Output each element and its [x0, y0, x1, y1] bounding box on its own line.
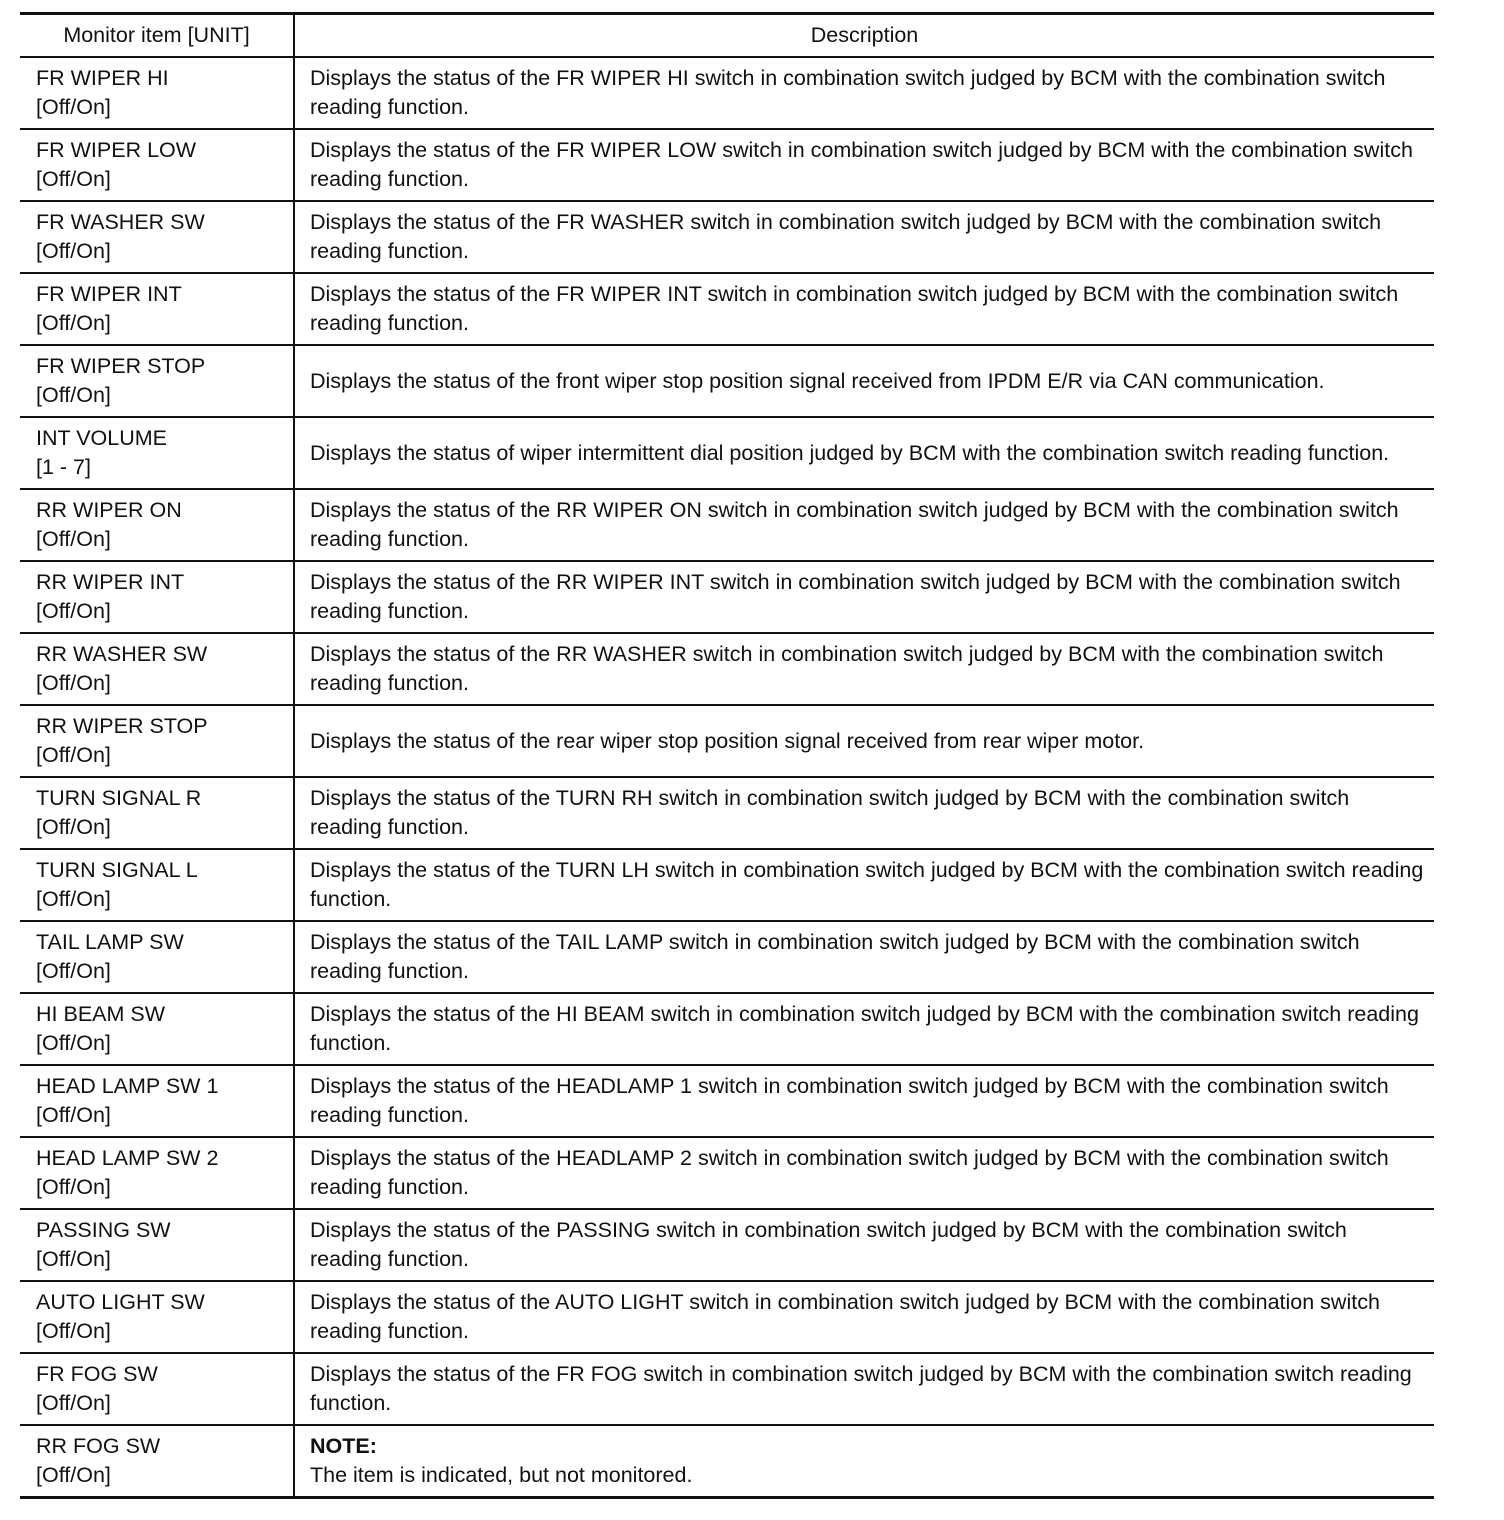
- table-row: [20, 633, 1434, 705]
- monitor-item-cell: [20, 1065, 294, 1137]
- description-text: Displays the status of the HI BEAM switch in combination switch judged by BCM with the combination switch reading function.: [310, 1002, 1419, 1055]
- monitor-item-unit: [Off/On]: [36, 1247, 111, 1271]
- table-body: [20, 57, 1434, 1498]
- description-text: Displays the status of the RR WIPER INT switch in combination switch judged by BCM with the combination switch reading function.: [310, 570, 1401, 623]
- monitor-item-name: HEAD LAMP SW 2: [36, 1146, 219, 1170]
- header-description: Description: [294, 14, 1434, 58]
- monitor-item-unit: [Off/On]: [36, 815, 111, 839]
- monitor-item-cell: [20, 1209, 294, 1281]
- note-label: NOTE:: [310, 1434, 377, 1458]
- description-text: Displays the status of the rear wiper stop position signal received from rear wiper motor.: [310, 728, 1145, 753]
- description-cell: [294, 1137, 1434, 1209]
- monitor-item-cell: [20, 1281, 294, 1353]
- monitor-item-unit: [Off/On]: [36, 671, 111, 695]
- monitor-item-unit: [Off/On]: [36, 1103, 111, 1127]
- table-row: [20, 1137, 1434, 1209]
- description-text: Displays the status of the TURN RH switch in combination switch judged by BCM with the combination switch reading function.: [310, 786, 1350, 839]
- monitor-item-cell: [20, 921, 294, 993]
- monitor-item-unit: [Off/On]: [36, 1031, 111, 1055]
- monitor-item-name: FR WIPER STOP: [36, 354, 206, 378]
- description-cell: [294, 921, 1434, 993]
- table-row: [20, 201, 1434, 273]
- description-text: Displays the status of the AUTO LIGHT switch in combination switch judged by BCM with the combination switch reading function.: [310, 1290, 1380, 1343]
- monitor-item-name: HEAD LAMP SW 1: [36, 1074, 219, 1098]
- monitor-item-cell: [20, 777, 294, 849]
- description-text: Displays the status of the PASSING switch in combination switch judged by BCM with the combination switch reading function.: [310, 1218, 1347, 1271]
- monitor-item-cell: [20, 273, 294, 345]
- monitor-item-unit: [Off/On]: [36, 311, 111, 335]
- monitor-item-name: FR WIPER LOW: [36, 138, 197, 162]
- table-row: [20, 561, 1434, 633]
- monitor-item-name: TURN SIGNAL R: [36, 786, 202, 810]
- monitor-item-name: TAIL LAMP SW: [36, 930, 184, 954]
- description-text: Displays the status of the RR WASHER switch in combination switch judged by BCM with the combination switch reading function.: [310, 642, 1384, 695]
- monitor-item-cell: [20, 1353, 294, 1425]
- table-row: [20, 1353, 1434, 1425]
- description-cell: [294, 993, 1434, 1065]
- monitor-item-unit: [Off/On]: [36, 527, 111, 551]
- description-text: Displays the status of the front wiper stop position signal received from IPDM E/R via CAN communication.: [310, 368, 1325, 393]
- monitor-item-unit: [Off/On]: [36, 887, 111, 911]
- monitor-item-cell: [20, 849, 294, 921]
- monitor-item-cell: [20, 705, 294, 777]
- table-row: [20, 1281, 1434, 1353]
- monitor-item-name: INT VOLUME: [36, 426, 168, 450]
- table-row: [20, 849, 1434, 921]
- description-text: Displays the status of the TAIL LAMP switch in combination switch judged by BCM with the combination switch reading function.: [310, 930, 1360, 983]
- description-cell: [294, 489, 1434, 561]
- table-row: [20, 273, 1434, 345]
- monitor-item-cell: [20, 561, 294, 633]
- table-row: [20, 705, 1434, 777]
- table-row: [20, 417, 1434, 489]
- description-cell: [294, 1209, 1434, 1281]
- description-cell: [294, 777, 1434, 849]
- monitor-item-cell: [20, 993, 294, 1065]
- description-cell: [294, 633, 1434, 705]
- monitor-item-cell: [20, 129, 294, 201]
- description-cell: [294, 705, 1434, 777]
- table-row: [20, 345, 1434, 417]
- monitor-item-unit: [Off/On]: [36, 239, 111, 263]
- table-row: [20, 993, 1434, 1065]
- description-cell: [294, 1425, 1434, 1498]
- monitor-item-unit: [Off/On]: [36, 599, 111, 623]
- description-text: Displays the status of the RR WIPER ON switch in combination switch judged by BCM with the combination switch reading function.: [310, 498, 1399, 551]
- table-row: [20, 1209, 1434, 1281]
- table-row: [20, 1065, 1434, 1137]
- monitor-item-name: FR WIPER INT: [36, 282, 182, 306]
- monitor-item-name: AUTO LIGHT SW: [36, 1290, 205, 1314]
- description-text: Displays the status of the FR WIPER INT switch in combination switch judged by BCM with the combination switch reading function.: [310, 282, 1399, 335]
- description-cell: [294, 129, 1434, 201]
- monitor-item-table: [20, 12, 1434, 1499]
- description-cell: [294, 1065, 1434, 1137]
- monitor-item-unit: [Off/On]: [36, 1463, 111, 1487]
- header-monitor-item: Monitor item [UNIT]: [20, 14, 294, 58]
- description-cell: [294, 849, 1434, 921]
- monitor-item-name: HI BEAM SW: [36, 1002, 166, 1026]
- monitor-item-cell: [20, 1137, 294, 1209]
- table-row: [20, 1425, 1434, 1498]
- monitor-item-unit: [1 - 7]: [36, 455, 91, 479]
- monitor-item-name: FR WIPER HI: [36, 66, 169, 90]
- monitor-item-cell: [20, 489, 294, 561]
- monitor-item-cell: [20, 57, 294, 129]
- monitor-item-cell: [20, 633, 294, 705]
- monitor-item-unit: [Off/On]: [36, 167, 111, 191]
- monitor-item-unit: [Off/On]: [36, 383, 111, 407]
- description-text: Displays the status of the FR WIPER HI switch in combination switch judged by BCM with the combination switch reading function.: [310, 66, 1386, 119]
- table-row: [20, 489, 1434, 561]
- description-cell: [294, 417, 1434, 489]
- description-text: Displays the status of wiper intermittent dial position judged by BCM with the combination switch reading function.: [310, 440, 1390, 465]
- description-text: Displays the status of the FR WIPER LOW switch in combination switch judged by BCM with the combination switch reading function.: [310, 138, 1413, 191]
- monitor-item-name: PASSING SW: [36, 1218, 171, 1242]
- description-text: The item is indicated, but not monitored.: [310, 1463, 693, 1487]
- description-cell: [294, 201, 1434, 273]
- description-text: Displays the status of the FR WASHER switch in combination switch judged by BCM with the combination switch reading function.: [310, 210, 1382, 263]
- monitor-item-cell: [20, 1425, 294, 1498]
- table-row: [20, 129, 1434, 201]
- description-text: Displays the status of the FR FOG switch in combination switch judged by BCM with the combination switch reading function.: [310, 1362, 1412, 1415]
- monitor-item-name: TURN SIGNAL L: [36, 858, 198, 882]
- description-cell: [294, 1353, 1434, 1425]
- description-cell: [294, 273, 1434, 345]
- monitor-item-name: RR WIPER ON: [36, 498, 182, 522]
- table-row: [20, 777, 1434, 849]
- table-header-row: [20, 14, 1434, 58]
- monitor-item-unit: [Off/On]: [36, 1391, 111, 1415]
- description-cell: [294, 345, 1434, 417]
- monitor-item-name: RR WIPER STOP: [36, 714, 208, 738]
- table-row: [20, 921, 1434, 993]
- description-text: Displays the status of the TURN LH switch in combination switch judged by BCM with the combination switch reading function.: [310, 858, 1424, 911]
- monitor-item-name: RR WASHER SW: [36, 642, 208, 666]
- description-cell: [294, 1281, 1434, 1353]
- table-row: [20, 57, 1434, 129]
- monitor-item-unit: [Off/On]: [36, 1175, 111, 1199]
- monitor-item-unit: [Off/On]: [36, 743, 111, 767]
- description-cell: [294, 57, 1434, 129]
- monitor-item-unit: [Off/On]: [36, 95, 111, 119]
- monitor-item-name: FR FOG SW: [36, 1362, 158, 1386]
- monitor-item-cell: [20, 345, 294, 417]
- monitor-item-name: FR WASHER SW: [36, 210, 205, 234]
- monitor-item-unit: [Off/On]: [36, 1319, 111, 1343]
- description-cell: [294, 561, 1434, 633]
- monitor-item-name: RR WIPER INT: [36, 570, 185, 594]
- monitor-item-unit: [Off/On]: [36, 959, 111, 983]
- monitor-item-cell: [20, 201, 294, 273]
- description-text: Displays the status of the HEADLAMP 2 switch in combination switch judged by BCM with the combination switch reading function.: [310, 1146, 1389, 1199]
- description-text: Displays the status of the HEADLAMP 1 switch in combination switch judged by BCM with the combination switch reading function.: [310, 1074, 1389, 1127]
- monitor-item-name: RR FOG SW: [36, 1434, 161, 1458]
- monitor-item-cell: [20, 417, 294, 489]
